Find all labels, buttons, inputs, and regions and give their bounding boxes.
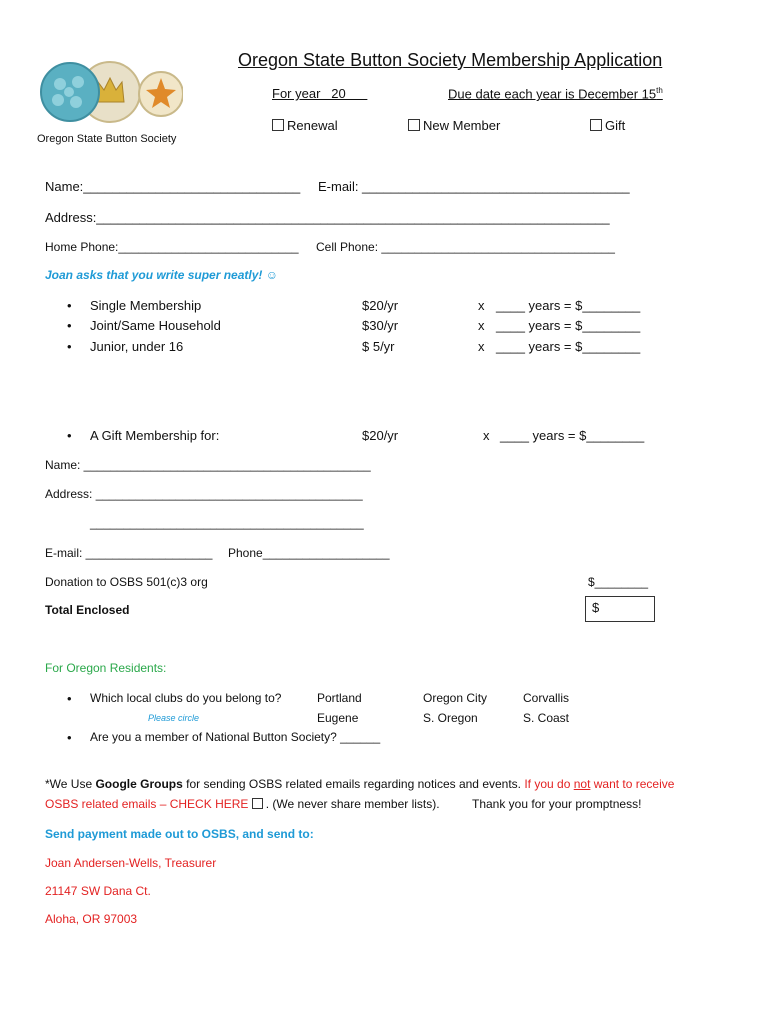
thank-you: Thank you for your promptness! (472, 797, 642, 811)
gift-address-line2-field[interactable]: _________________________________________ (90, 516, 364, 530)
total-box[interactable] (585, 596, 655, 622)
osbs-logo (38, 60, 183, 130)
neatness-note: Joan asks that you write super neatly! ☺ (45, 268, 278, 282)
email-field[interactable]: E-mail: _____________________________________ (318, 179, 630, 194)
name-field[interactable]: Name:______________________________ (45, 179, 301, 194)
club-s-coast[interactable]: S. Coast (523, 711, 570, 725)
club-portland[interactable]: Portland (317, 691, 362, 705)
city-state-zip: Aloha, OR 97003 (45, 912, 138, 926)
cell-phone-field[interactable]: Cell Phone: ___________________________________ (316, 240, 615, 254)
bullet: • (67, 730, 72, 745)
gift-phone-field[interactable]: Phone___________________ (228, 546, 390, 560)
address-field[interactable]: Address:_______________________________________________________________________ (45, 210, 610, 225)
multiply-sign: x (478, 339, 485, 354)
gift-price: $20/yr (362, 428, 399, 443)
multiply-sign: x (483, 428, 490, 443)
club-eugene[interactable]: Eugene (317, 711, 359, 725)
membership-price-joint: $30/yr (362, 318, 399, 333)
gift-label: A Gift Membership for: (90, 428, 220, 443)
residents-heading: For Oregon Residents: (45, 661, 167, 675)
home-phone-field[interactable]: Home Phone:___________________________ (45, 240, 299, 254)
street-address: 21147 SW Dana Ct. (45, 884, 151, 898)
club-oregon-city[interactable]: Oregon City (423, 691, 488, 705)
treasurer-name: Joan Andersen-Wells, Treasurer (45, 856, 217, 870)
membership-price-junior: $ 5/yr (362, 339, 395, 354)
for-year-field[interactable]: For year 20 (272, 86, 368, 101)
total-value: $ (592, 600, 600, 615)
bullet: • (67, 298, 72, 313)
membership-price-single: $20/yr (362, 298, 399, 313)
please-circle-note: Please circle (148, 713, 200, 723)
gift-address-field[interactable]: Address: ________________________________________ (45, 487, 363, 501)
bullet: • (67, 691, 72, 706)
renewal-checkbox[interactable]: Renewal (272, 118, 338, 133)
due-date: Due date each year is December 15th (448, 86, 663, 102)
gift-calc[interactable]: ____ years = $________ (500, 428, 645, 443)
donation-label: Donation to OSBS 501(c)3 org (45, 575, 208, 589)
bullet: • (67, 318, 72, 333)
bullet: • (67, 428, 72, 443)
membership-calc-single[interactable]: ____ years = $________ (496, 298, 641, 313)
send-heading: Send payment made out to OSBS, and send to: (45, 827, 314, 841)
multiply-sign: x (478, 298, 485, 313)
logo-text: Oregon State Button Society (37, 133, 177, 145)
club-corvallis[interactable]: Corvallis (523, 691, 570, 705)
gift-checkbox[interactable]: Gift (590, 118, 625, 133)
donation-amount-field[interactable]: $________ (588, 575, 649, 589)
membership-calc-junior[interactable]: ____ years = $________ (496, 339, 641, 354)
clubs-question: Which local clubs do you belong to? (90, 691, 282, 705)
total-label: Total Enclosed (45, 603, 130, 617)
membership-label-joint: Joint/Same Household (90, 318, 221, 333)
opt-out-checkbox[interactable] (252, 798, 263, 809)
club-s-oregon[interactable]: S. Oregon (423, 711, 478, 725)
membership-label-junior: Junior, under 16 (90, 339, 184, 354)
bullet: • (67, 339, 72, 354)
nbs-question[interactable]: Are you a member of National Button Society? ______ (90, 730, 381, 744)
page-title: Oregon State Button Society Membership Application (238, 50, 663, 70)
membership-label-single: Single Membership (90, 298, 202, 313)
google-groups-note: *We Use Google Groups for sending OSBS related emails regarding notices and events. If you do not want to receive (45, 777, 675, 791)
gift-name-field[interactable]: Name: ___________________________________________ (45, 458, 371, 472)
new-member-checkbox[interactable]: New Member (408, 118, 500, 133)
gift-email-field[interactable]: E-mail: ___________________ (45, 546, 213, 560)
opt-out-line: OSBS related emails – CHECK HERE . (We never share member lists). (45, 797, 440, 811)
multiply-sign: x (478, 318, 485, 333)
membership-calc-joint[interactable]: ____ years = $________ (496, 318, 641, 333)
